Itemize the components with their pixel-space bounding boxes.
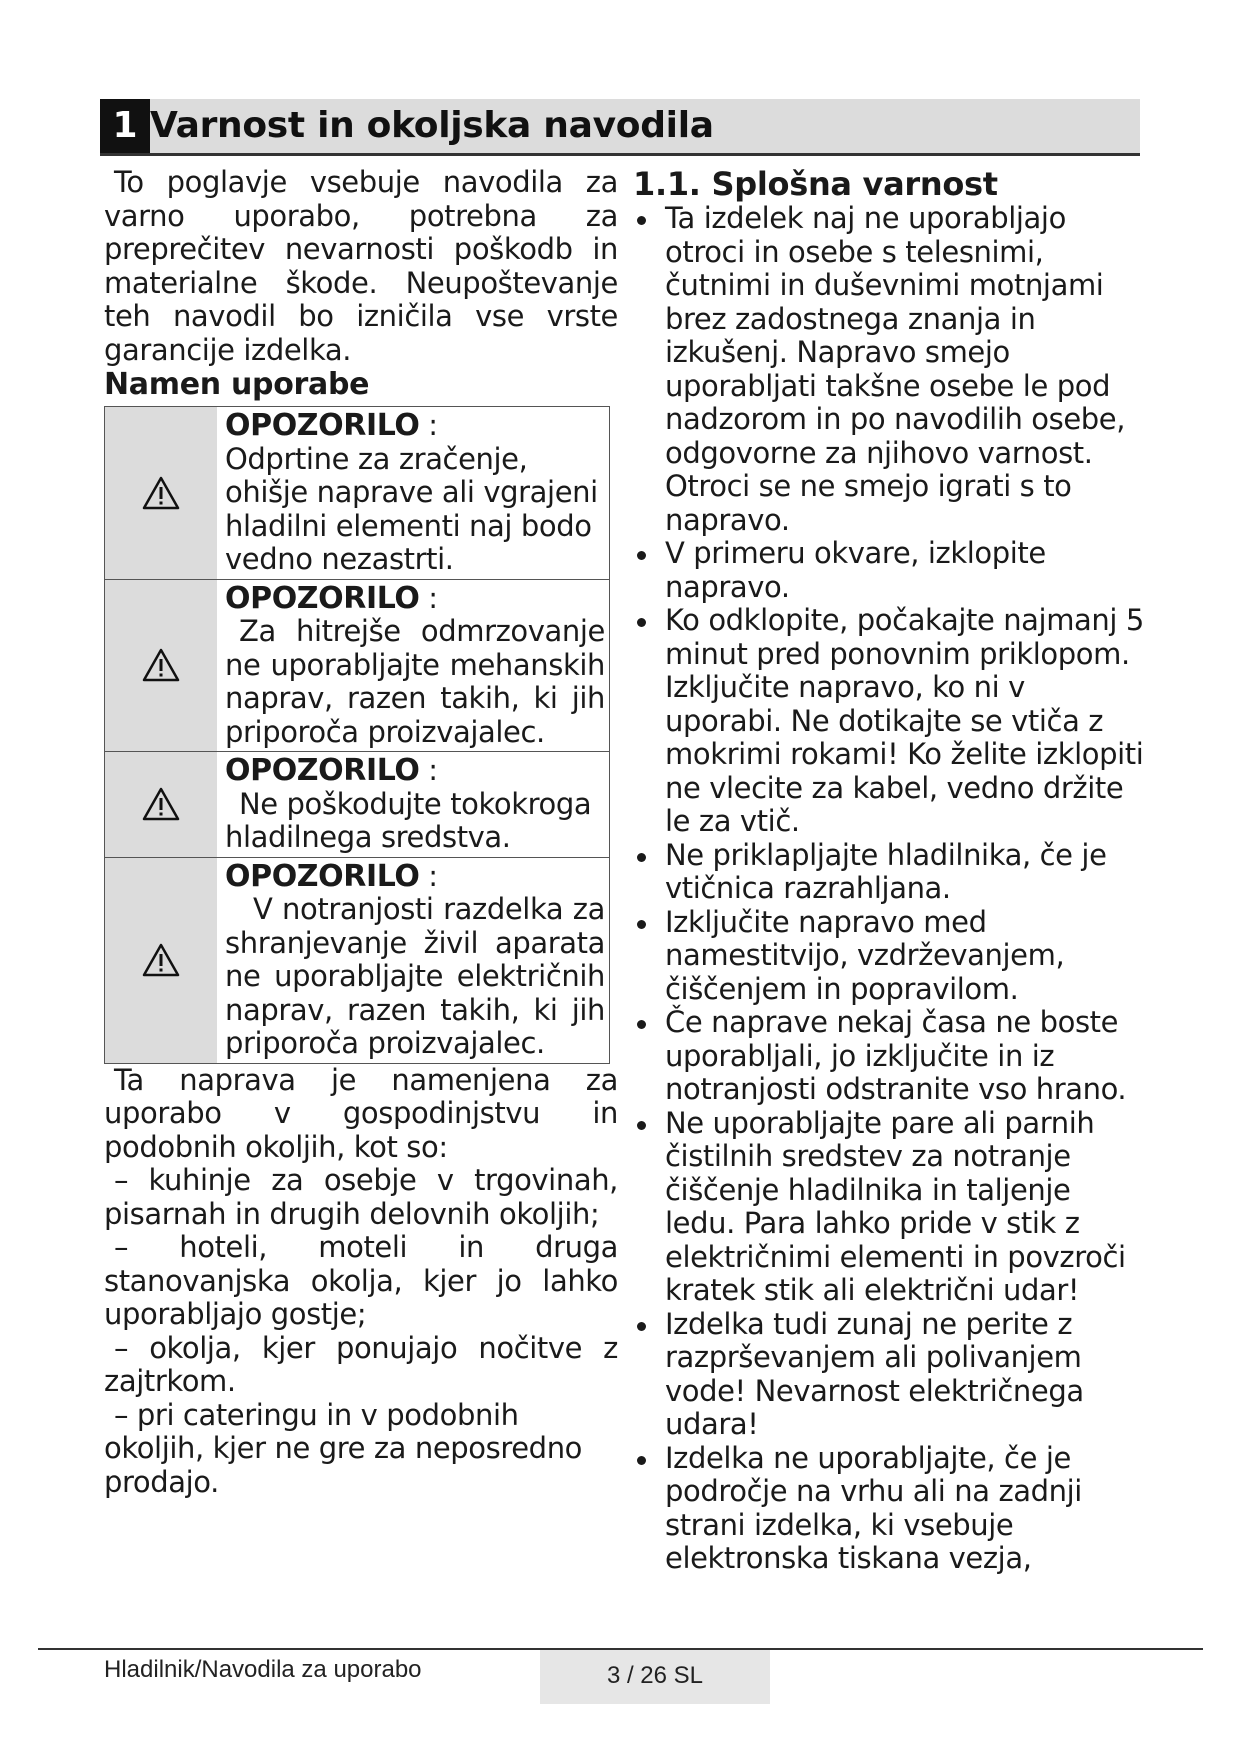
right-column	[633, 166, 1145, 1576]
list-item: Ko odklopite, počakajte najmanj 5 minut pred ponovnim priklopom. Izključite napravo, ko ni v uporabi. Ne dotikajte se vtiča z mokrimi rokami! Ko želite izklopiti ne vlecite za kabel, vedno držite le za vtič.	[633, 604, 1145, 839]
chapter-header	[100, 99, 1140, 156]
section-title: 1.1. Splošna varnost	[633, 165, 998, 203]
warning-colon: :	[419, 580, 438, 615]
list-item: Ne uporabljajte pare ali parnih čistilnih sredstev za notranje čiščenje hladilnika in taljenje ledu. Para lahko pride v stik z električnimi elementi in povzroči kratek stik ali električni udar!	[633, 1107, 1145, 1308]
warning-body: Odprtine za zračenje, ohišje naprave ali vgrajeni hladilni elementi naj bodo vedno nezastrti.	[225, 441, 598, 576]
warning-triangle-icon	[142, 476, 180, 510]
intended-use-heading: Namen uporabe	[104, 367, 370, 402]
usage-item: – okolja, kjer ponujajo nočitve z zajtrkom.	[104, 1330, 618, 1398]
warning-colon: :	[419, 858, 438, 893]
left-column	[104, 166, 618, 1499]
usage-item: – kuhinje za osebje v trgovinah, pisarnah in drugih delovnih okoljih;	[104, 1163, 618, 1231]
warning-icon-cell	[105, 752, 217, 857]
list-item: Če naprave nekaj časa ne boste uporabljali, jo izključite in iz notranjosti odstranite vso hrano.	[633, 1006, 1145, 1107]
warning-label: OPOZORILO	[225, 580, 420, 616]
warning-triangle-icon	[142, 787, 180, 821]
usage-item: – hoteli, moteli in druga stanovanjska okolja, kjer jo lahko uporabljajo gostje;	[104, 1230, 618, 1331]
usage-intro: Ta naprava je namenjena za uporabo v gospodinjstvu in podobnih okoljih, kot so:	[104, 1062, 618, 1164]
intro-paragraph: To poglavje vsebuje navodila za varno uporabo, potrebna za preprečitev nevarnosti poškodb in materialne škode. Neupoštevanje teh navodil bo izničila vse vrste garancije izdelka.	[104, 165, 618, 367]
list-item: Izdelka tudi zunaj ne perite z razprševanjem ali polivanjem vode! Nevarnost električnega udara!	[633, 1308, 1145, 1442]
warning-label: OPOZORILO	[225, 408, 420, 443]
warning-body: V notranjosti razdelka za shranjevanje živil aparata ne uporabljajte električnih naprav, razen takih, ki jih priporoča proizvajalec.	[225, 892, 605, 1060]
list-item: Izključite napravo med namestitvijo, vzdrževanjem, čiščenjem in popravilom.	[633, 906, 1145, 1007]
warning-label: OPOZORILO	[225, 858, 420, 894]
warning-text	[217, 858, 609, 1063]
warning-text	[217, 580, 609, 752]
warning-triangle-icon	[142, 943, 180, 977]
list-item: Ne priklapljajte hladilnika, če je vtičnica razrahljana.	[633, 839, 1145, 906]
warning-colon: :	[419, 753, 438, 787]
warning-icon-cell	[105, 580, 217, 752]
warning-label: OPOZORILO	[225, 753, 420, 788]
warning-row	[105, 858, 609, 1063]
warning-table	[104, 406, 610, 1064]
page-number: 3 / 26 SL	[606, 1662, 704, 1689]
warning-row	[105, 407, 609, 580]
list-item: V primeru okvare, izklopite napravo.	[633, 537, 1145, 604]
footer-doc-title: Hladilnik/Navodila za uporabo	[104, 1656, 422, 1683]
warning-icon-cell	[105, 407, 217, 579]
warning-body: Ne poškodujte tokokroga hladilnega sredstva.	[225, 786, 592, 854]
warning-body: Za hitrejše odmrzovanje ne uporabljajte mehanskih naprav, razen takih, ki jih priporoča proizvajalec.	[225, 614, 605, 749]
warning-colon: :	[419, 408, 438, 442]
list-item: Ta izdelek naj ne uporabljajo otroci in osebe s telesnimi, čutnimi in duševnimi motnjami brez zadostnega znanja in izkušenj. Napravo smejo uporabljati takšne osebe le pod nadzorom in po navodilih osebe, odgovorne za njihovo varnost. Otroci se ne smejo igrati s to napravo.	[633, 202, 1145, 537]
warning-row	[105, 580, 609, 753]
chapter-title: Varnost in okoljska navodila	[150, 105, 714, 146]
warning-text	[217, 752, 609, 857]
warning-triangle-icon	[142, 648, 180, 682]
chapter-number: 1	[100, 99, 150, 153]
list-item: Izdelka ne uporabljajte, če je področje na vrhu ali na zadnji strani izdelka, ki vsebuje elektronska tiskana vezja,	[633, 1442, 1145, 1576]
warning-icon-cell	[105, 858, 217, 1063]
safety-bullet-list	[633, 202, 1145, 1576]
warning-row	[105, 752, 609, 858]
usage-item: – pri cateringu in v podobnih okoljih, kjer ne gre za neposredno prodajo.	[104, 1397, 583, 1499]
warning-text	[217, 407, 609, 579]
